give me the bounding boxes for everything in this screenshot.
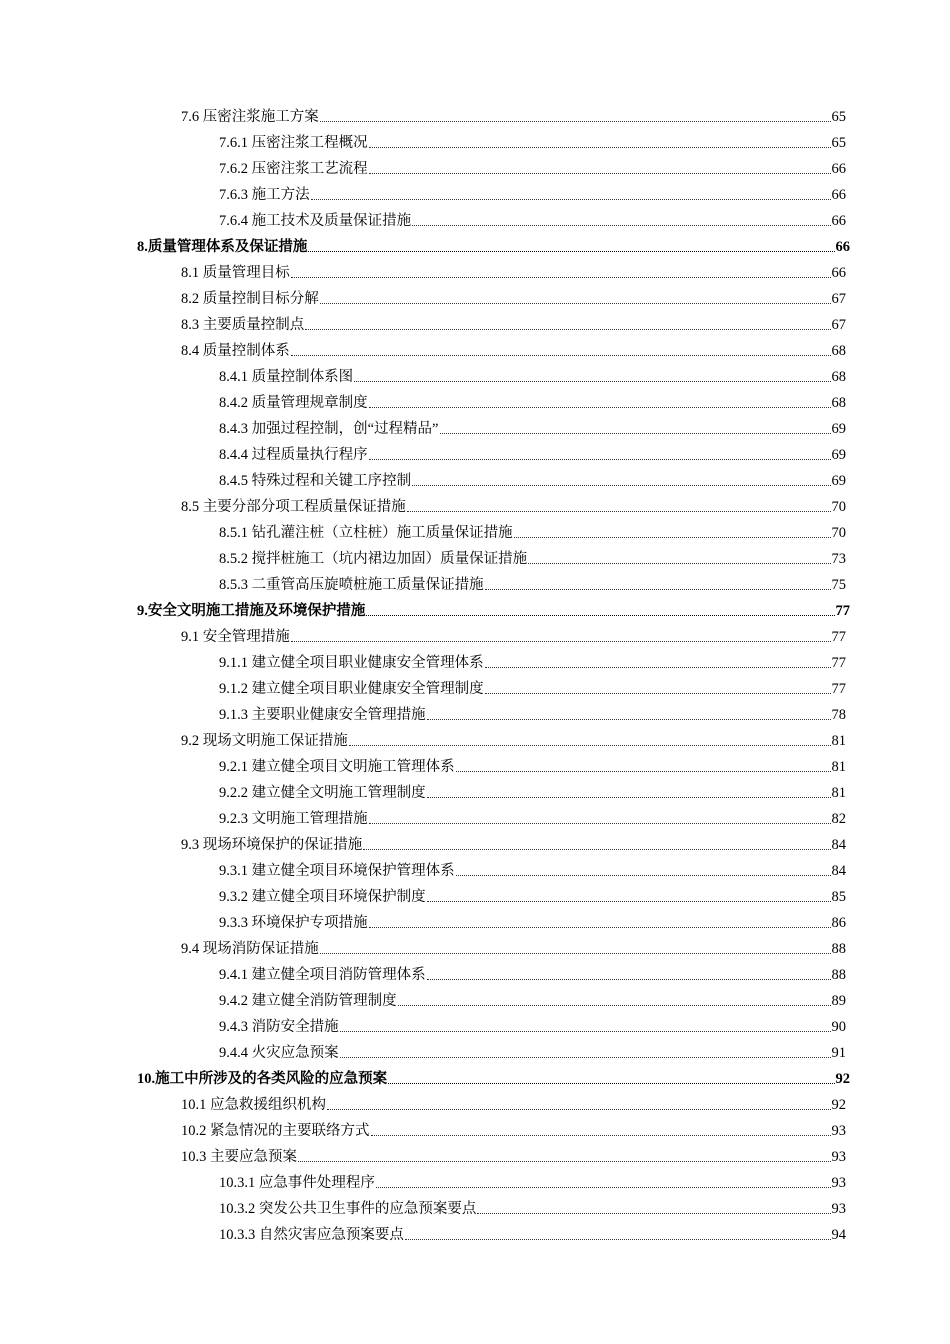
toc-entry[interactable] [0,672,950,698]
toc-entry-page-number: 91 [831,1045,846,1061]
toc-entry-title: 9.3 现场环境保护的保证措施 [181,837,363,853]
toc-entry-title: 9.3.3 环境保护专项措施 [219,915,368,931]
toc-entry-title: 8.4.4 过程质量执行程序 [219,447,368,463]
toc-entry-page-number: 65 [831,135,846,151]
toc-entry-page-number: 84 [831,863,846,879]
dot-leader [427,978,831,980]
dot-leader [298,1160,831,1162]
toc-entry[interactable] [0,412,950,438]
toc-entry[interactable] [0,282,950,308]
dot-leader [320,302,831,304]
toc-entry-title: 7.6.4 施工技术及质量保证措施 [219,213,412,229]
toc-entry-title: 8.3 主要质量控制点 [181,317,305,333]
toc-entry-page-number: 88 [831,941,846,957]
toc-entry-page-number: 93 [831,1149,846,1165]
toc-entry-title: 9.2 现场文明施工保证措施 [181,733,348,749]
toc-entry[interactable] [0,594,950,620]
dot-leader [340,1030,831,1032]
dot-leader [308,250,834,252]
toc-entry-page-number: 84 [831,837,846,853]
dot-leader [349,744,831,746]
toc-entry-title: 9.4 现场消防保证措施 [181,941,319,957]
dot-leader [320,952,831,954]
toc-entry-page-number: 90 [831,1019,846,1035]
toc-entry-page-number: 73 [831,551,846,567]
dot-leader [369,146,831,148]
toc-entry-title: 10.1 应急救援组织机构 [181,1097,326,1113]
toc-entry-title: 8.5.3 二重管高压旋喷桩施工质量保证措施 [219,577,484,593]
dot-leader [485,692,831,694]
toc-entry-page-number: 68 [831,395,846,411]
toc-entry-title: 9.2.2 建立健全文明施工管理制度 [219,785,426,801]
toc-entry[interactable] [0,1166,950,1192]
toc-entry-title: 10.2 紧急情况的主要联络方式 [181,1123,370,1139]
dot-leader [456,874,831,876]
toc-entry-title: 9.1 安全管理措施 [181,629,290,645]
toc-entry-page-number: 66 [831,213,846,229]
toc-entry[interactable] [0,152,950,178]
toc-entry-title: 9.4.1 建立健全项目消防管理体系 [219,967,426,983]
toc-entry-title: 8.4.1 质量控制体系图 [219,369,354,385]
toc-entry-page-number: 67 [831,291,846,307]
toc-entry[interactable] [0,1036,950,1062]
toc-entry-page-number: 93 [831,1201,846,1217]
toc-entry-title: 10.施工中所涉及的各类风险的应急预案 [137,1071,388,1087]
toc-entry[interactable] [0,568,950,594]
toc-entry-title: 8.4 质量控制体系 [181,343,290,359]
dot-leader [369,172,831,174]
toc-entry[interactable] [0,1192,950,1218]
toc-entry[interactable] [0,334,950,360]
toc-entry-page-number: 93 [831,1123,846,1139]
toc-entry-title: 9.4.4 火灾应急预案 [219,1045,339,1061]
dot-leader [291,276,831,278]
toc-entry-page-number: 70 [831,499,846,515]
dot-leader [427,718,831,720]
toc-entry-title: 9.4.3 消防安全措施 [219,1019,339,1035]
toc-entry-title: 10.3.3 自然灾害应急预案要点 [219,1227,404,1243]
toc-entry[interactable] [0,620,950,646]
toc-entry[interactable] [0,1062,950,1088]
toc-entry[interactable] [0,490,950,516]
dot-leader [354,380,830,382]
dot-leader [456,770,831,772]
dot-leader [363,848,830,850]
dot-leader [485,666,831,668]
toc-entry-page-number: 93 [831,1175,846,1191]
toc-entry-title: 10.3.1 应急事件处理程序 [219,1175,375,1191]
toc-entry[interactable] [0,360,950,386]
toc-entry[interactable] [0,906,950,932]
toc-entry[interactable] [0,1088,950,1114]
dot-leader [340,1056,831,1058]
toc-entry-page-number: 66 [831,161,846,177]
dot-leader [427,796,831,798]
dot-leader [305,328,830,330]
toc-entry-title: 7.6 压密注浆施工方案 [181,109,319,125]
toc-entry-page-number: 86 [831,915,846,931]
toc-entry-title: 9.3.1 建立健全项目环境保护管理体系 [219,863,455,879]
dot-leader [366,614,834,616]
toc-entry-page-number: 69 [831,447,846,463]
toc-entry-page-number: 66 [831,187,846,203]
toc-entry-page-number: 81 [831,785,846,801]
toc-entry-title: 9.安全文明施工措施及环境保护措施 [137,603,366,619]
toc-entry[interactable] [0,542,950,568]
toc-entry-page-number: 77 [831,655,846,671]
toc-entry-page-number: 70 [831,525,846,541]
toc-entry[interactable] [0,932,950,958]
toc-entry-page-number: 68 [831,343,846,359]
toc-entry[interactable] [0,204,950,230]
toc-entry[interactable] [0,984,950,1010]
toc-entry[interactable] [0,828,950,854]
dot-leader [369,926,831,928]
dot-leader [291,640,831,642]
toc-entry-page-number: 89 [831,993,846,1009]
toc-entry[interactable] [0,464,950,490]
dot-leader [398,1004,831,1006]
toc-entry-page-number: 65 [831,109,846,125]
toc-entry[interactable] [0,802,950,828]
toc-entry-title: 8.1 质量管理目标 [181,265,290,281]
dot-leader [376,1186,831,1188]
toc-entry[interactable] [0,1218,950,1244]
toc-entry[interactable] [0,724,950,750]
dot-leader [371,1134,831,1136]
toc-entry-title: 8.4.5 特殊过程和关键工序控制 [219,473,412,489]
toc-entry[interactable] [0,880,950,906]
dot-leader [427,900,831,902]
toc-entry[interactable] [0,230,950,256]
toc-entry-page-number: 85 [831,889,846,905]
toc-entry[interactable] [0,1010,950,1036]
dot-leader [388,1082,834,1084]
dot-leader [412,224,830,226]
dot-leader [405,1238,831,1240]
toc-entry[interactable] [0,256,950,282]
toc-entry-title: 8.4.3 加强过程控制，创“过程精品” [219,421,439,437]
toc-entry-page-number: 69 [831,421,846,437]
toc-entry-page-number: 69 [831,473,846,489]
toc-entry[interactable] [0,386,950,412]
toc-entry-title: 10.3 主要应急预案 [181,1149,297,1165]
toc-entry[interactable] [0,438,950,464]
dot-leader [311,198,831,200]
toc-entry-title: 9.1.3 主要职业健康安全管理措施 [219,707,426,723]
toc-entry-page-number: 94 [831,1227,846,1243]
toc-entry[interactable] [0,516,950,542]
toc-entry-title: 8.质量管理体系及保证措施 [137,239,308,255]
toc-entry-title: 9.4.2 建立健全消防管理制度 [219,993,397,1009]
toc-entry[interactable] [0,1140,950,1166]
toc-entry-page-number: 68 [831,369,846,385]
toc-entry-title: 10.3.2 突发公共卫生事件的应急预案要点 [219,1201,477,1217]
toc-entry-page-number: 82 [831,811,846,827]
toc-entry-title: 9.3.2 建立健全项目环境保护制度 [219,889,426,905]
toc-entry-title: 9.2.3 文明施工管理措施 [219,811,368,827]
dot-leader [407,510,831,512]
toc-entry[interactable] [0,100,950,126]
dot-leader [485,588,831,590]
toc-entry-title: 8.2 质量控制目标分解 [181,291,319,307]
toc-entry-title: 8.5.2 搅拌桩施工（坑内裙边加固）质量保证措施 [219,551,528,567]
toc-entry-page-number: 75 [831,577,846,593]
toc-entry-page-number: 66 [831,265,846,281]
toc-entry[interactable] [0,750,950,776]
toc-entry[interactable] [0,958,950,984]
toc-entry-page-number: 81 [831,759,846,775]
toc-entry-title: 9.1.1 建立健全项目职业健康安全管理体系 [219,655,484,671]
dot-leader [320,120,831,122]
dot-leader [369,406,831,408]
toc-entry[interactable] [0,698,950,724]
toc-entry-title: 8.5 主要分部分项工程质量保证措施 [181,499,406,515]
table-of-contents [0,100,950,1244]
toc-entry-page-number: 92 [831,1097,846,1113]
dot-leader [327,1108,831,1110]
toc-entry-page-number: 77 [831,681,846,697]
toc-entry-page-number: 77 [831,629,846,645]
toc-entry[interactable] [0,854,950,880]
toc-entry-page-number: 77 [835,603,850,619]
toc-entry[interactable] [0,308,950,334]
toc-entry-title: 9.1.2 建立健全项目职业健康安全管理制度 [219,681,484,697]
dot-leader [514,536,831,538]
dot-leader [528,562,830,564]
toc-entry-title: 9.2.1 建立健全项目文明施工管理体系 [219,759,455,775]
toc-entry-title: 7.6.2 压密注浆工艺流程 [219,161,368,177]
toc-entry-title: 7.6.1 压密注浆工程概况 [219,135,368,151]
toc-entry[interactable] [0,1114,950,1140]
dot-leader [291,354,831,356]
toc-entry-page-number: 88 [831,967,846,983]
toc-entry[interactable] [0,126,950,152]
dot-leader [369,822,831,824]
dot-leader [369,458,831,460]
dot-leader [412,484,830,486]
toc-entry[interactable] [0,646,950,672]
toc-entry-page-number: 78 [831,707,846,723]
toc-entry[interactable] [0,178,950,204]
dot-leader [440,432,831,434]
dot-leader [477,1212,830,1214]
toc-entry[interactable] [0,776,950,802]
toc-entry-page-number: 67 [831,317,846,333]
toc-entry-page-number: 92 [835,1071,850,1087]
toc-entry-title: 8.4.2 质量管理规章制度 [219,395,368,411]
toc-entry-page-number: 66 [835,239,850,255]
toc-entry-title: 7.6.3 施工方法 [219,187,310,203]
toc-entry-title: 8.5.1 钻孔灌注桩（立柱桩）施工质量保证措施 [219,525,513,541]
toc-entry-page-number: 81 [831,733,846,749]
